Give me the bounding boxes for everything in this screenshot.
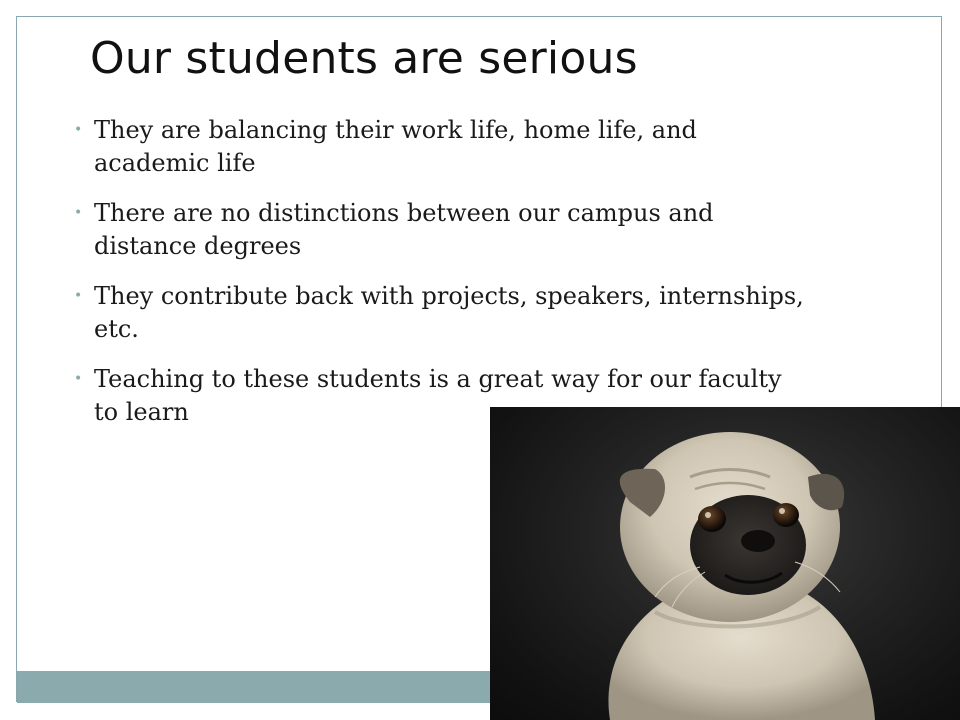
bullet-item <box>72 197 812 263</box>
pug-illustration <box>490 407 960 720</box>
bullet-item <box>72 280 812 346</box>
bullet-dot-icon: • <box>74 288 83 304</box>
pug-photo <box>490 407 960 720</box>
bullet-dot-icon: • <box>74 371 83 387</box>
bullet-list <box>72 114 812 446</box>
bullet-item <box>72 114 812 180</box>
bullet-text: They are balancing their work life, home life, and academic life <box>94 116 697 177</box>
bullet-text: There are no distinctions between our campus and distance degrees <box>94 199 714 260</box>
bullet-dot-icon: • <box>74 205 83 221</box>
slide-title: Our students are serious <box>90 33 638 84</box>
bullet-text: Teaching to these students is a great way for our faculty to learn <box>94 365 782 426</box>
bullet-dot-icon: • <box>74 122 83 138</box>
bullet-text: They contribute back with projects, speakers, internships, etc. <box>94 282 804 343</box>
